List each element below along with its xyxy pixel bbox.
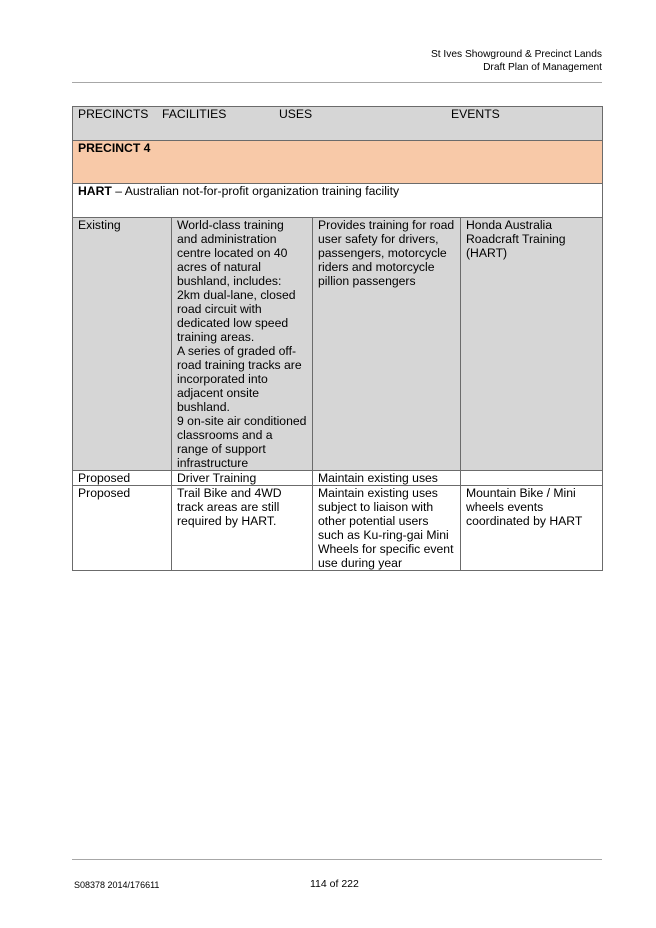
precinct-title-row (73, 141, 603, 184)
table-row (73, 486, 603, 571)
hart-description-row (73, 184, 603, 218)
precinct-cell: Existing (73, 218, 172, 471)
hart-description (73, 184, 603, 218)
footer-divider (72, 859, 602, 860)
document-reference: S08378 2014/176611 (74, 880, 160, 890)
precinct-cell: Proposed (73, 486, 172, 571)
facility-line: World-class training and administration centre located on 40 acres of natural bushland, includes: (177, 218, 288, 288)
column-header-facilities: FACILITIES (162, 107, 227, 121)
column-header-row (73, 107, 603, 141)
plan-of-management-table (72, 106, 603, 571)
events-cell: Honda Australia Roadcraft Training (HART) (461, 218, 603, 471)
header-divider (72, 82, 602, 83)
header-subtitle: Draft Plan of Management (483, 62, 602, 73)
facilities-cell (172, 486, 313, 571)
events-cell (461, 471, 603, 486)
column-header-precincts: PRECINCTS (78, 107, 149, 121)
precinct-title: PRECINCT 4 (73, 141, 603, 184)
header-title: St Ives Showground & Precinct Lands (430, 49, 602, 60)
facility-line: Driver Training (177, 471, 257, 485)
uses-cell: Provides training for road user safety for drivers, passengers, motorcycle riders and motorcycle pillion passengers (313, 218, 461, 471)
facility-line: 2km dual-lane, closed road circuit with dedicated low speed training areas. (177, 288, 296, 344)
facilities-cell (172, 471, 313, 486)
document-header (431, 48, 602, 74)
uses-cell: Maintain existing uses (313, 471, 461, 486)
hart-acronym: HART (78, 184, 112, 198)
uses-cell: Maintain existing uses subject to liaison with other potential users such as Ku-ring-gai Mini Wheels for specific event use during year (313, 486, 461, 571)
table-row (73, 471, 603, 486)
facilities-cell (172, 218, 313, 471)
column-header-uses: USES (279, 107, 313, 121)
facility-line: Trail Bike and 4WD track areas are still required by HART. (177, 486, 282, 528)
table-row (73, 218, 603, 471)
page-number: 114 of 222 (310, 878, 359, 890)
facility-line: A series of graded off-road training tracks are incorporated into adjacent onsite bushland. (177, 344, 302, 414)
events-cell: Mountain Bike / Mini wheels events coordinated by HART (461, 486, 603, 571)
column-header-events: EVENTS (451, 107, 500, 121)
hart-description-text: – Australian not-for-profit organization training facility (111, 184, 400, 198)
column-header-cell (73, 107, 603, 141)
facility-line: 9 on-site air conditioned classrooms and a range of support infrastructure (177, 414, 307, 470)
precinct-cell: Proposed (73, 471, 172, 486)
